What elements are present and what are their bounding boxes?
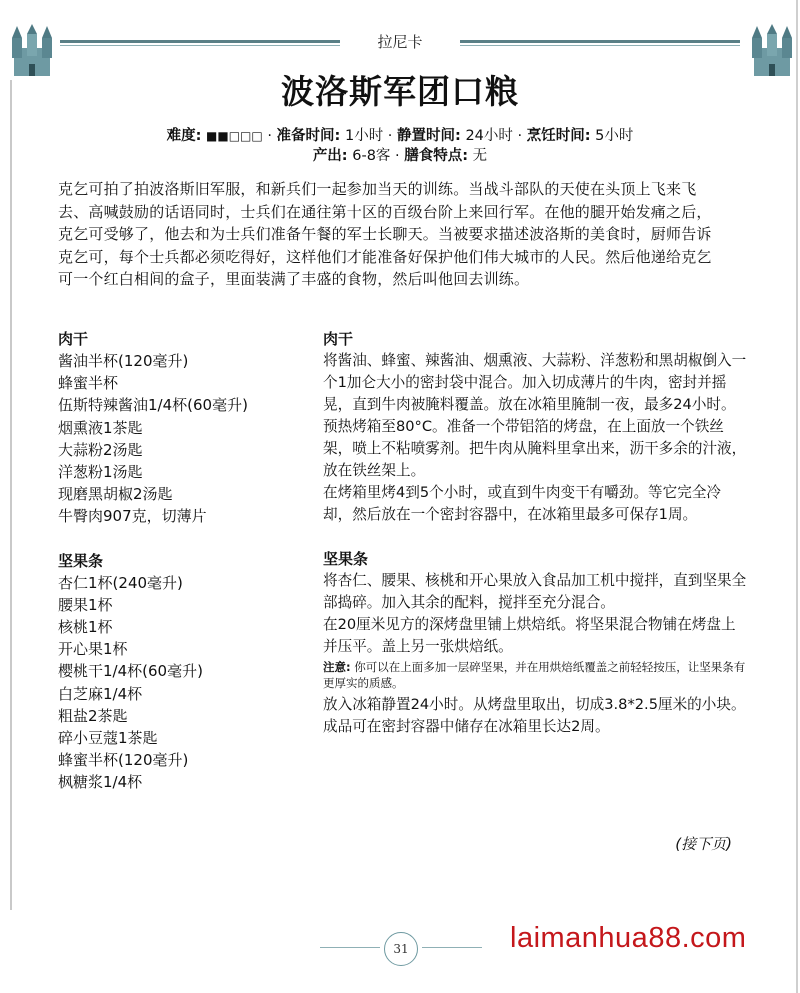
- ingredient-item: 核桃1杯: [58, 618, 113, 637]
- meta-separator: ·: [512, 128, 527, 144]
- page-number: 31: [384, 932, 418, 966]
- ingredient-item: 蜂蜜半杯: [58, 374, 119, 393]
- difficulty-rating: ■■□□□: [206, 129, 263, 143]
- spacer: [323, 526, 748, 548]
- footer-rule-right: [422, 947, 482, 948]
- difficulty-label: 难度:: [166, 128, 202, 144]
- running-header: 拉尼卡: [340, 30, 460, 54]
- ingredient-item: 蜂蜜半杯(120毫升): [58, 751, 189, 770]
- instruction-step: 将酱油、蜂蜜、辣酱油、烟熏液、大蒜粉、洋葱粉和黑胡椒倒入一个1加仑大小的密封袋中混合。加入切成薄片的牛肉，密封并摇晃，直到牛肉被腌料覆盖。放在冰箱里腌制一夜，最多24小时。: [323, 352, 747, 413]
- recipe-meta-line-1: [100, 127, 700, 146]
- ingredient-item: 杏仁1杯(240毫升): [58, 573, 183, 592]
- page-edge-left: [10, 80, 12, 910]
- ingredient-item: 开心果1杯: [58, 640, 128, 659]
- ingredient-item: 伍斯特辣酱油1/4杯(60毫升): [58, 396, 248, 415]
- instruction-step: 在20厘米见方的深烤盘里铺上烘焙纸。将坚果混合物铺在烤盘上并压平。盖上另一张烘焙纸。: [323, 616, 736, 655]
- footer-rule-left: [320, 947, 380, 948]
- steps-jerky-title: 肉干: [323, 330, 354, 348]
- steps-nuts-title: 坚果条: [323, 550, 369, 568]
- meta-separator: ·: [390, 148, 405, 164]
- ingredient-item: 烟熏液1茶匙: [58, 418, 143, 437]
- ingredient-item: 枫糖浆1/4杯: [58, 773, 143, 792]
- recipe-meta-line-2: [100, 147, 700, 166]
- watermark-text: laimanhua88.com: [510, 922, 747, 954]
- instruction-step: 放入冰箱静置24小时。从烤盘里取出，切成3.8*2.5厘米的小块。成品可在密封容器中储存在冰箱里长达2周。: [323, 696, 746, 735]
- prep-time-value: 1小时: [340, 128, 384, 144]
- ingredients-column: [58, 328, 298, 794]
- instruction-step: 在烤箱里烤4到5个小时，或直到牛肉变干有嚼劲。等它完全冷却，然后放在一个密封容器中，在冰箱里最多可保存1周。: [323, 484, 722, 523]
- page-edge-right: [796, 0, 798, 993]
- instruction-step: 预热烤箱至80°C。准备一个带铝箔的烤盘，在上面放一个铁丝架，喷上不粘喷雾剂。把牛肉从腌料里拿出来，沥干多余的汁液，放在铁丝架上。: [323, 418, 747, 479]
- ingredient-item: 樱桃干1/4杯(60毫升): [58, 662, 203, 681]
- ingredient-item: 大蒜粉2汤匙: [58, 440, 143, 459]
- yield-label: 产出:: [312, 148, 348, 164]
- recipe-title: 波洛斯军团口粮: [281, 72, 519, 111]
- cooking-note: [323, 660, 748, 691]
- intro-paragraph: 克乞可拍了拍波洛斯旧军服，和新兵们一起参加当天的训练。当战斗部队的天使在头顶上飞来飞去、高喊鼓励的话语同时，士兵们在通往第十区的百级台阶上来回行军。在他的腿开始发痛之后，克乞可受够了，他去和为士兵们准备午餐的军士长聊天。当被要求描述波洛斯的美食时，厨师告诉克乞可，每个士兵都必须吃得好，这样他们才能准备好保护他们伟大城市的人民。然后他递给克乞可一个红白相间的盒子，里面装满了丰盛的食物，然后叫他回去训练。: [58, 180, 712, 289]
- rest-time-label: 静置时间:: [397, 128, 461, 144]
- ingredient-item: 白芝麻1/4杯: [58, 684, 143, 703]
- yield-value: 6-8客: [347, 148, 391, 164]
- ingredient-item: 腰果1杯: [58, 595, 113, 614]
- rest-time-value: 24小时: [460, 128, 513, 144]
- instructions-column: [323, 328, 748, 738]
- ingredient-item: 酱油半杯(120毫升): [58, 352, 189, 370]
- ingredient-item: 碎小豆蔻1茶匙: [58, 729, 158, 748]
- cook-time-value: 5小时: [590, 128, 634, 144]
- meta-separator: ·: [262, 128, 277, 144]
- ingredients-nuts-title: 坚果条: [58, 551, 104, 570]
- diet-value: 无: [468, 148, 488, 164]
- note-text: 你可以在上面多加一层碎坚果，并在用烘焙纸覆盖之前轻轻按压，让坚果条有更厚实的质感。: [323, 660, 746, 690]
- diet-label: 膳食特点:: [404, 148, 469, 164]
- note-label: 注意:: [323, 660, 351, 674]
- ingredient-item: 牛臀肉907克，切薄片: [58, 507, 207, 526]
- ingredient-item: 粗盐2茶匙: [58, 706, 128, 725]
- cook-time-label: 烹饪时间:: [526, 128, 591, 144]
- ingredient-item: 现磨黑胡椒2汤匙: [58, 485, 173, 504]
- continued-label: (接下页): [675, 835, 732, 853]
- meta-separator: ·: [383, 128, 398, 144]
- spacer: [58, 528, 298, 550]
- ingredients-jerky-title: 肉干: [58, 330, 89, 348]
- prep-time-label: 准备时间:: [276, 128, 341, 144]
- ingredient-item: 洋葱粉1汤匙: [58, 463, 143, 482]
- instruction-step: 将杏仁、腰果、核桃和开心果放入食品加工机中搅拌，直到坚果全部捣碎。加入其余的配料，搅拌至充分混合。: [323, 572, 747, 611]
